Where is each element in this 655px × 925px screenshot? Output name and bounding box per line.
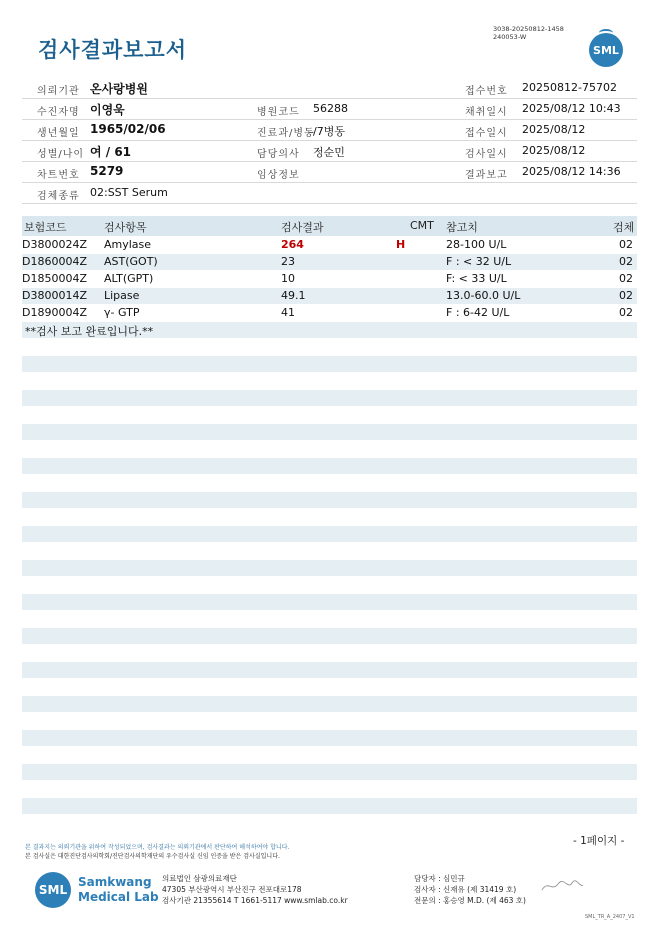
patient-value: 이영욱	[90, 103, 125, 117]
hospital-code-label: 병원코드	[257, 107, 300, 118]
chart-no-value: 5279	[90, 164, 124, 178]
row-item: ALT(GPT)	[104, 272, 154, 285]
document-id-line2: 240053-W	[493, 33, 527, 41]
info-row-4	[22, 141, 637, 162]
staff-tester: 검사자 : 신재유 (제 31419 호)	[414, 885, 517, 894]
staff-specialist: 전문의 : 홍승영 M.D. (제 463 호)	[414, 896, 526, 905]
row-result: 49.1	[281, 289, 306, 302]
sml-logo: SML	[589, 33, 623, 67]
staff-manager: 담당자 : 심민규	[414, 874, 465, 883]
table-row	[22, 254, 637, 270]
row-ref: 13.0-60.0 U/L	[446, 289, 521, 302]
table-row	[22, 305, 637, 321]
footer-notice-2: 본 검사실은 대한진단검사의학회/진단검사의학재단의 우수검사실 신임 인증을 받은 검사실입니다.	[25, 853, 280, 860]
results-table-header	[22, 216, 637, 236]
info-row-6	[22, 183, 637, 204]
tested-value: 2025/08/12	[522, 144, 586, 157]
hospital-code-value: 56288	[313, 102, 348, 115]
document-id-line1: 3038-20250812-1458	[493, 25, 564, 33]
completion-note-row	[22, 322, 637, 338]
info-row-3	[22, 120, 637, 141]
row-item: AST(GOT)	[104, 255, 158, 268]
receipt-no-label: 접수번호	[465, 86, 508, 97]
empty-row-stripe	[22, 424, 637, 440]
dob-label: 생년월일	[37, 128, 80, 139]
empty-row-stripe	[22, 492, 637, 508]
col-code: 보험코드	[24, 221, 67, 234]
page-number: - 1페이지 -	[573, 835, 625, 847]
empty-row-stripe	[22, 696, 637, 712]
empty-row-stripe	[22, 764, 637, 780]
sml-footer-logo: SML	[35, 872, 71, 908]
empty-row-stripe	[22, 560, 637, 576]
report-title: 검사결과보고서	[38, 38, 188, 62]
sex-age-label: 성별/나이	[37, 149, 85, 160]
empty-row-stripe	[22, 356, 637, 372]
chart-no-label: 차트번호	[37, 170, 80, 181]
dept-label: 진료과/병동	[257, 128, 315, 139]
row-result: 23	[281, 255, 295, 268]
row-result: 10	[281, 272, 295, 285]
row-specimen: 02	[619, 238, 633, 251]
lab-contact: 검사기관 21355614 T 1661-5117 www.smlab.co.kr	[162, 896, 348, 905]
row-item: Lipase	[104, 289, 140, 302]
footer-notice-1: 본 결과지는 의뢰기관을 위하여 작성되었으며, 검사결과는 의뢰기관에서 판단하여 해석하여야 합니다.	[25, 844, 290, 851]
collect-value: 2025/08/12 10:43	[522, 102, 621, 115]
clinical-info-label: 임상정보	[257, 170, 300, 181]
info-row-1	[22, 78, 637, 99]
form-code: SML_TR_A_2407_V1	[585, 914, 635, 920]
row-ref: F: < 33 U/L	[446, 272, 507, 285]
empty-row-stripe	[22, 390, 637, 406]
row-result: 41	[281, 306, 295, 319]
reported-label: 결과보고	[465, 170, 508, 181]
receipt-no-value: 20250812-75702	[522, 81, 617, 94]
col-cmt: CMT	[410, 219, 434, 232]
row-cmt: H	[396, 238, 406, 251]
row-specimen: 02	[619, 272, 633, 285]
lab-org: 의료법인 삼광의료재단	[162, 874, 237, 883]
table-row	[22, 237, 637, 253]
row-code: D3800014Z	[22, 289, 87, 302]
doctor-label: 담당의사	[257, 149, 300, 160]
specimen-type-value: 02:SST Serum	[90, 186, 168, 199]
row-code: D3800024Z	[22, 238, 87, 251]
empty-row-stripe	[22, 594, 637, 610]
doctor-value: 정순민	[313, 146, 345, 159]
reported-value: 2025/08/12 14:36	[522, 165, 621, 178]
empty-row-stripe	[22, 628, 637, 644]
dept-value: /7병동	[313, 125, 345, 138]
lab-brand	[78, 875, 159, 905]
table-row	[22, 271, 637, 287]
lab-brand-line2: Medical Lab	[78, 890, 159, 904]
completion-note: **검사 보고 완료입니다.**	[25, 325, 154, 338]
col-specimen: 검체	[613, 221, 635, 234]
collect-label: 채취일시	[465, 107, 508, 118]
empty-row-stripe	[22, 730, 637, 746]
institution-value: 온사랑병원	[90, 82, 148, 96]
row-item: Amylase	[104, 238, 152, 251]
col-ref: 참고치	[446, 221, 478, 234]
row-ref: 28-100 U/L	[446, 238, 507, 251]
info-row-2	[22, 99, 637, 120]
received-label: 접수일시	[465, 128, 508, 139]
sex-age-value: 여 / 61	[90, 145, 132, 159]
row-code: D1850004Z	[22, 272, 87, 285]
signature	[540, 878, 585, 894]
specimen-type-label: 검체종류	[37, 191, 80, 202]
tested-label: 검사일시	[465, 149, 508, 160]
col-item: 검사항목	[104, 221, 147, 234]
document-id	[493, 25, 564, 41]
received-value: 2025/08/12	[522, 123, 586, 136]
row-result: 264	[281, 238, 304, 251]
institution-label: 의뢰기관	[37, 86, 80, 97]
row-specimen: 02	[619, 306, 633, 319]
empty-row-stripe	[22, 798, 637, 814]
row-ref: F : 6-42 U/L	[446, 306, 510, 319]
table-row	[22, 288, 637, 304]
lab-address-block	[162, 873, 348, 906]
empty-row-stripe	[22, 662, 637, 678]
staff-block	[414, 873, 526, 906]
row-specimen: 02	[619, 255, 633, 268]
col-result: 검사결과	[281, 221, 324, 234]
row-code: D1890004Z	[22, 306, 87, 319]
row-item: γ- GTP	[104, 306, 140, 319]
empty-row-stripe	[22, 526, 637, 542]
row-specimen: 02	[619, 289, 633, 302]
empty-row-stripe	[22, 458, 637, 474]
info-row-5	[22, 162, 637, 183]
dob-value: 1965/02/06	[90, 122, 166, 136]
row-ref: F : < 32 U/L	[446, 255, 512, 268]
lab-brand-line1: Samkwang	[78, 875, 152, 889]
patient-label: 수진자명	[37, 107, 80, 118]
lab-address: 47305 부산광역시 부산진구 전포대로178	[162, 885, 302, 894]
row-code: D1860004Z	[22, 255, 87, 268]
